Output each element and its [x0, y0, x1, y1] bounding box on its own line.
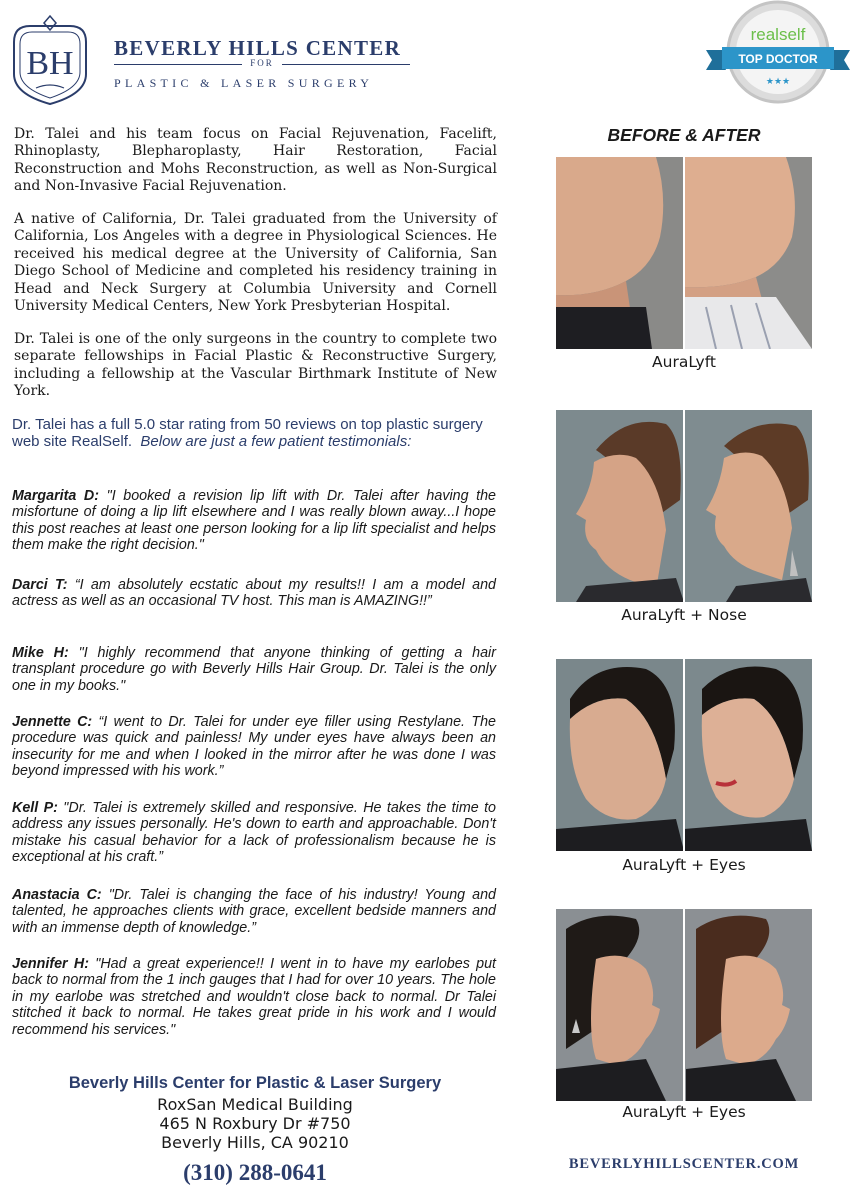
brand-divider-right — [282, 64, 410, 65]
photo-caption-1: AuraLyft — [652, 353, 716, 371]
testimonial-author: Anastacia C: — [12, 887, 102, 903]
brand-title: BEVERLY HILLS CENTER — [114, 36, 402, 60]
brand-subtitle: PLASTIC & LASER SURGERY — [114, 76, 374, 90]
logo-mark — [6, 12, 94, 108]
before-after-photo-3 — [556, 659, 812, 851]
before-after-photo-4 — [556, 909, 812, 1101]
bio-paragraph-fellowship: Dr. Talei is one of the only surgeons in the country to complete two separate fellowships in Facial Plastic & Reconstructive Surgery, including a fellowship at the Vascular Birthmark Institute of New York. — [14, 331, 497, 400]
testimonial-text: "I highly recommend that anyone thinking of getting a hair transplant procedure go with Beverly Hills Hair Group. Dr. Talei is the only one in my books." — [12, 645, 496, 694]
address-city: Beverly Hills, CA 90210 — [161, 1133, 349, 1152]
before-after-heading: BEFORE & AFTER — [607, 125, 761, 145]
website-link[interactable]: BEVERLYHILLSCENTER.COM — [568, 1156, 800, 1172]
testimonial — [12, 577, 496, 610]
testimonial — [12, 488, 496, 554]
testimonial-text: "Dr. Talei is changing the face of his industry! Young and talented, he approaches clients with grace, excellent bedside manners and with an immense depth of knowledge.” — [12, 887, 496, 936]
photo-caption-3: AuraLyft + Eyes — [622, 856, 746, 874]
testimonial-author: Kell P: — [12, 800, 58, 816]
address-street: 465 N Roxbury Dr #750 — [159, 1114, 351, 1133]
testimonial — [12, 714, 496, 780]
before-after-photo-2 — [556, 410, 812, 602]
before-after-photo-1 — [556, 157, 812, 349]
testimonial-author: Margarita D: — [12, 488, 100, 504]
photo-caption-4: AuraLyft + Eyes — [622, 1103, 746, 1121]
bio-paragraph-education: A native of California, Dr. Talei graduated from the University of California, Los Angeles with a degree in Physiological Sciences. He received his medical degree at the University of California, San Diego School of Medicine and completed his residency training in Head and Neck Surgery at Columbia University and Cornell University Medical Centers, New York Presbyterian Hospital. — [14, 211, 497, 315]
testimonial-text: "Had a great experience!! I went in to have my earlobes put back to normal from the 1 inch gauges that I had for over 10 years. The hole in my earlobe was stretched and wouldn't close back to normal. Dr Talei stitched it back to normal. He takes great pride in his work and I would recommend his services." — [12, 956, 496, 1038]
testimonial-text: "Dr. Talei is extremely skilled and responsive. He takes the time to address any issues personally. He's down to earth and approachable. Don't mistake his casual behavior for a lack of professionalism because he is exceptional at his craft.” — [12, 800, 496, 866]
testimonials-intro: Below are just a few patient testimonials: — [140, 433, 412, 450]
rating-statement — [12, 416, 502, 450]
brand-for: FOR — [250, 58, 274, 68]
photo-caption-2: AuraLyft + Nose — [621, 606, 747, 624]
testimonial — [12, 645, 496, 694]
phone-number[interactable]: (310) 288-0641 — [183, 1160, 327, 1185]
testimonial — [12, 956, 496, 1038]
testimonial-author: Jennifer H: — [12, 956, 89, 972]
badge-label: TOP DOCTOR — [738, 52, 818, 66]
bio-paragraph-focus: Dr. Talei and his team focus on Facial Rejuvenation, Facelift, Rhinoplasty, Blepharoplasty, Hair Restoration, Facial Reconstruction and Mohs Reconstruction, as well as Non-Surgical and Non-Invasive Facial Rejuvenation. — [14, 126, 497, 195]
testimonial — [12, 887, 496, 936]
testimonial-text: “I am absolutely ecstatic about my results!! I am a model and actress as well as an occasional TV host. This man is AMAZING!!” — [12, 577, 496, 610]
testimonial-text: "I booked a revision lip lift with Dr. Talei after having the misfortune of doing a lip lift elsewhere and I was really blown away...I hope this post reaches at least one person looking for a lip lift specialist and helps them make the right decision." — [12, 488, 497, 554]
footer-practice-name: Beverly Hills Center for Plastic & Laser Surgery — [68, 1074, 442, 1092]
testimonial-author: Jennette C: — [12, 714, 93, 730]
logo-initials: BH — [26, 45, 74, 82]
testimonial-author: Mike H: — [12, 645, 69, 661]
rating-text: Dr. Talei has a full 5.0 star rating from 50 reviews on top plastic surgery web site RealSelf. — [12, 416, 483, 450]
testimonial — [12, 800, 496, 866]
badge-brand: realself — [750, 25, 806, 44]
testimonial-text: “I went to Dr. Talei for under eye filler using Restylane. The procedure was quick and painless! My under eyes have always been an insecurity for me and when I looked in the mirror after he was done I was beyond impressed with his work.” — [12, 714, 496, 780]
realself-top-doctor-badge — [702, 0, 850, 108]
badge-stars: ★★★ — [765, 77, 791, 87]
address-building: RoxSan Medical Building — [157, 1095, 353, 1114]
testimonial-author: Darci T: — [12, 577, 68, 593]
